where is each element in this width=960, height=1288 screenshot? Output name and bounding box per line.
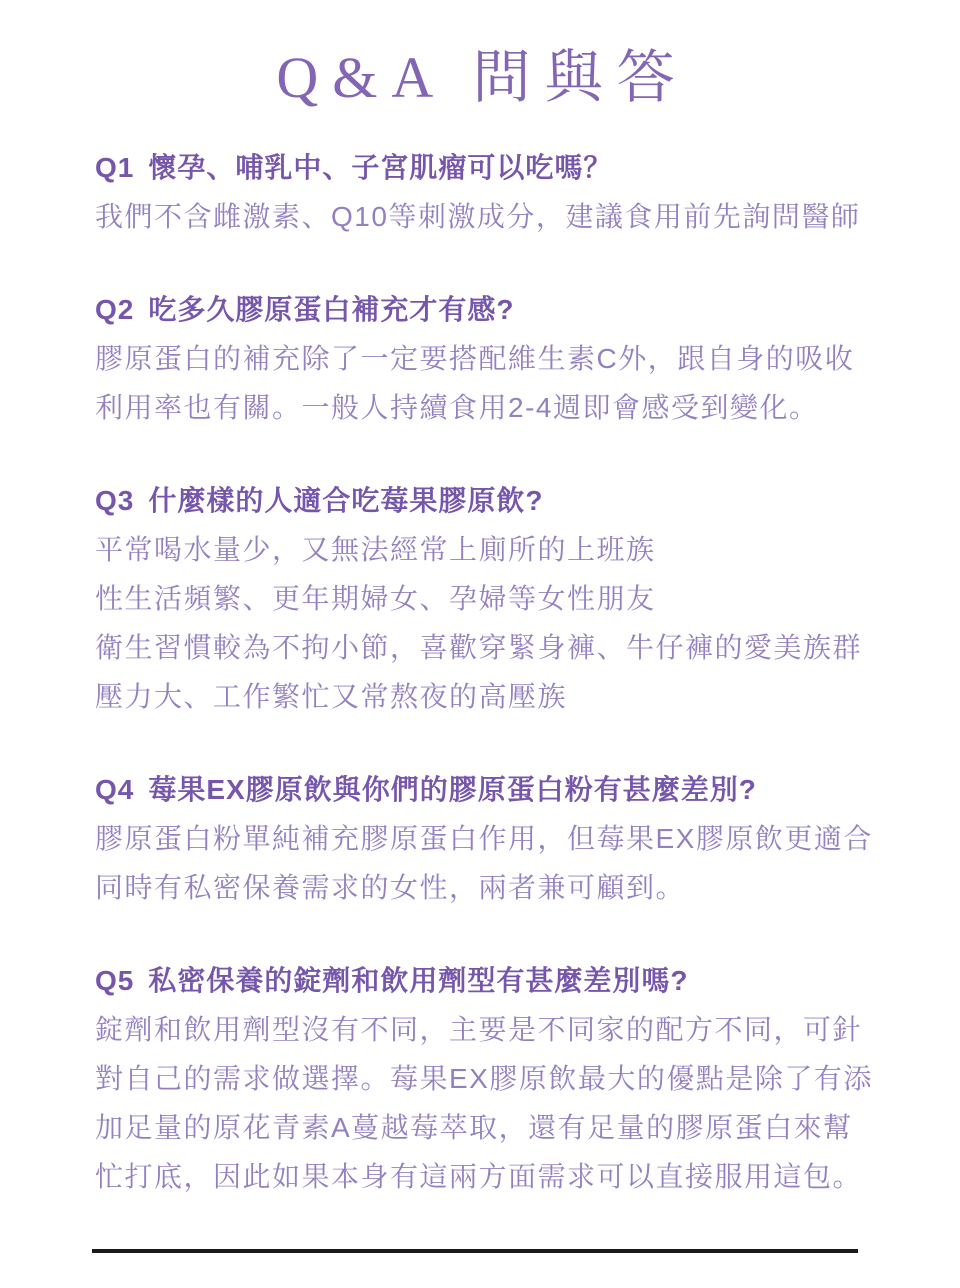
question-text: 什麼樣的人適合吃莓果膠原飲? <box>148 485 544 516</box>
answer-line: 錠劑和飲用劑型沒有不同，主要是不同家的配方不同，可針 <box>95 1014 863 1045</box>
answer-line: 我們不含雌激素、Q10等刺激成分，建議食用前先詢問醫師 <box>95 201 861 232</box>
question-number: Q1 <box>95 152 135 183</box>
question-number: Q5 <box>95 965 135 996</box>
question-text: 懷孕、哺乳中、子宮肌瘤可以吃嗎？ <box>148 152 613 183</box>
answer-line: 利用率也有關。一般人持續食用2-4週即會感受到變化。 <box>95 392 819 423</box>
qa-section-q5 <box>95 956 873 1201</box>
answer-line: 忙打底，因此如果本身有這兩方面需求可以直接服用這包。 <box>95 1161 863 1192</box>
answer-line: 同時有私密保養需求的女性，兩者兼可顧到。 <box>95 872 686 903</box>
question-text: 私密保養的錠劑和飲用劑型有甚麼差別嗎? <box>148 965 689 996</box>
question-number: Q3 <box>95 485 135 516</box>
qa-section-q3 <box>95 476 870 721</box>
answer-line: 加足量的原花青素A蔓越莓萃取，還有足量的膠原蛋白來幫 <box>95 1112 853 1143</box>
answer-line: 壓力大、工作繁忙又常熬夜的高壓族 <box>95 681 568 712</box>
question-heading <box>95 765 870 814</box>
qa-section-q2 <box>95 285 870 432</box>
answer-line: 平常喝水量少，又無法經常上廁所的上班族 <box>95 534 656 565</box>
qa-section-q4 <box>95 765 873 912</box>
question-heading <box>95 143 870 192</box>
footer-divider <box>92 1249 858 1253</box>
answer-line: 性生活頻繁、更年期婦女、孕婦等女性朋友 <box>95 583 656 614</box>
answer-line: 膠原蛋白粉單純補充膠原蛋白作用，但莓果EX膠原飲更適合 <box>95 823 873 854</box>
question-text: 吃多久膠原蛋白補充才有感? <box>148 294 515 325</box>
question-heading <box>95 285 870 334</box>
answer-line: 衛生習慣較為不拘小節，喜歡穿緊身褲、牛仔褲的愛美族群 <box>95 632 863 663</box>
question-text: 莓果EX膠原飲與你們的膠原蛋白粉有甚麼差別? <box>148 774 757 805</box>
answer-line: 膠原蛋白的補充除了一定要搭配維生素C外，跟自身的吸收 <box>95 343 855 374</box>
question-heading <box>95 956 870 1005</box>
answer-line: 對自己的需求做選擇。莓果EX膠原飲最大的優點是除了有添 <box>95 1063 873 1094</box>
qa-section-q1 <box>95 143 870 241</box>
page-title: Q&A 問與答 <box>276 45 689 110</box>
question-number: Q4 <box>95 774 135 805</box>
question-number: Q2 <box>95 294 135 325</box>
question-heading <box>95 476 870 525</box>
